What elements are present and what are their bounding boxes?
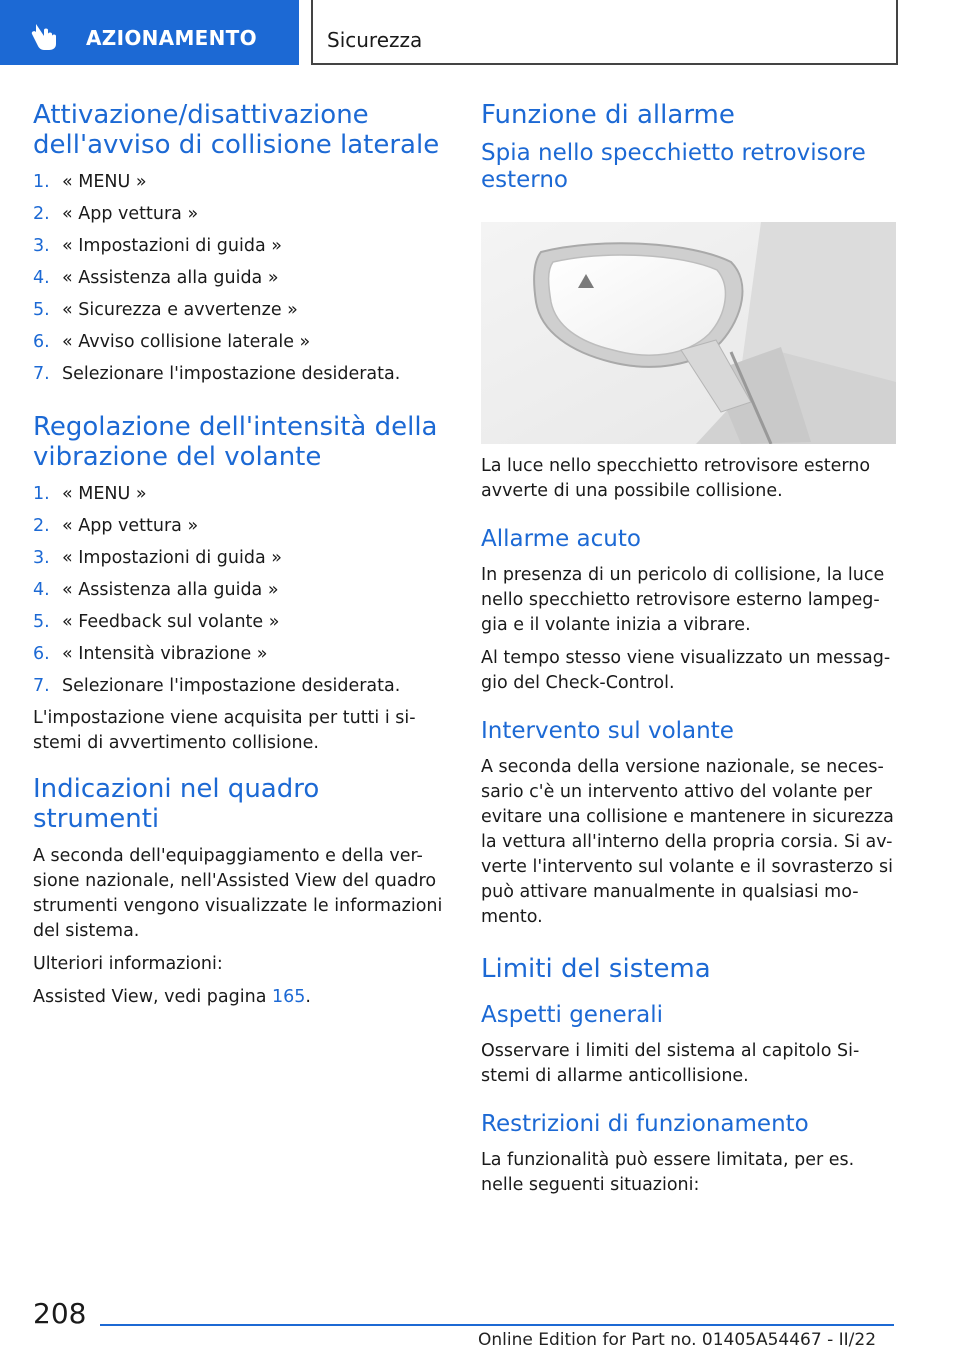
acute-alarm-paragraph: In presenza di un pericolo di collisione, la luce nello specchietto retrovisore esterno lampeg-gia e il volante inizia a vibrare.	[481, 565, 885, 635]
list-item	[33, 578, 448, 610]
step-text: « Impostazioni di guida »	[62, 548, 282, 568]
step-text: « MENU »	[62, 172, 147, 192]
step-text: « Assistenza alla guida »	[62, 268, 279, 288]
subheading-functional-restrictions: Restrizioni di funzionamento	[481, 1111, 809, 1137]
footer-divider	[100, 1324, 894, 1326]
steps-activation	[33, 170, 448, 394]
list-item	[33, 330, 448, 362]
list-item	[33, 610, 448, 642]
step-number: 6.	[33, 644, 50, 664]
list-item	[33, 674, 448, 706]
step-text: « Assistenza alla guida »	[62, 580, 279, 600]
heading-system-limits: Limiti del sistema	[481, 954, 711, 984]
chapter-title: AZIONAMENTO	[86, 26, 257, 50]
step-text: « App vettura »	[62, 204, 199, 224]
step-text: « Feedback sul volante »	[62, 612, 280, 632]
step-number: 3.	[33, 548, 50, 568]
steps-vibration	[33, 482, 448, 706]
step-text: « Sicurezza e avvertenze »	[62, 300, 298, 320]
reference-end: .	[305, 987, 311, 1007]
edition-text: Online Edition for Part no. 01405A54467 - II/22	[478, 1330, 877, 1350]
side-mirror-image	[481, 222, 896, 444]
chapter-tab	[0, 0, 299, 65]
step-number: 4.	[33, 268, 50, 288]
step-text: « Intensità vibrazione »	[62, 644, 268, 664]
step-number: 1.	[33, 172, 50, 192]
step-text: Selezionare l'impostazione desiderata.	[62, 676, 401, 696]
heading-warning-function: Funzione di allarme	[481, 100, 735, 130]
mirror-caption: La luce nello specchietto retrovisore esterno avverte di una possibile collisione.	[481, 456, 871, 501]
instrument-paragraph: A seconda dell'equipaggiamento e della ver-sione nazionale, nell'Assisted View del quadro strumenti vengono visualizzate le informazioni del sistema.	[33, 846, 443, 941]
step-text: « MENU »	[62, 484, 147, 504]
vibration-note: L'impostazione viene acquisita per tutti i si-stemi di avvertimento collisione.	[33, 708, 416, 753]
step-text: « App vettura »	[62, 516, 199, 536]
reference-line	[33, 985, 448, 1010]
heading-instrument-cluster: Indicazioni nel quadro strumenti	[33, 774, 320, 834]
page-link[interactable]: 165	[272, 987, 306, 1007]
list-item	[33, 482, 448, 514]
heading-vibration: Regolazione dell'intensità della vibrazione del volante	[33, 412, 438, 472]
general-aspects-paragraph: Osservare i limiti del sistema al capitolo Si-stemi di allarme anticollisione.	[481, 1041, 860, 1086]
reference-text: Assisted View, vedi pagina	[33, 987, 267, 1007]
list-item	[33, 170, 448, 202]
more-info-label: Ulteriori informazioni:	[33, 954, 223, 974]
heading-activation: Attivazione/disattivazione dell'avviso di collisione laterale	[33, 100, 440, 160]
list-item	[33, 266, 448, 298]
list-item	[33, 234, 448, 266]
step-text: « Avviso collisione laterale »	[62, 332, 311, 352]
subheading-general-aspects: Aspetti generali	[481, 1002, 664, 1028]
step-number: 2.	[33, 204, 50, 224]
step-number: 2.	[33, 516, 50, 536]
step-text: « Impostazioni di guida »	[62, 236, 282, 256]
left-column	[33, 100, 448, 1018]
section-title: Sicurezza	[327, 28, 423, 52]
list-item	[33, 546, 448, 578]
list-item	[33, 298, 448, 330]
step-number: 3.	[33, 236, 50, 256]
step-number: 5.	[33, 300, 50, 320]
pointing-hand-icon	[30, 22, 68, 50]
step-number: 4.	[33, 580, 50, 600]
section-header	[311, 0, 898, 65]
right-column	[481, 100, 896, 1206]
subheading-mirror-light: Spia nello specchietto retrovisore esterno	[481, 140, 866, 193]
steering-paragraph: A seconda della versione nazionale, se neces-sario c'è un intervento attivo del volante per evitare una collisione e mantenere in sicurezza la vettura all'interno della propria corsia. Si av-verte l'intervento sul volante e il sovrasterzo si può attivare manualmente in qualsiasi mo-mento.	[481, 757, 894, 927]
step-text: Selezionare l'impostazione desiderata.	[62, 364, 401, 384]
subheading-steering-intervention: Intervento sul volante	[481, 718, 734, 744]
step-number: 1.	[33, 484, 50, 504]
subheading-acute-alarm: Allarme acuto	[481, 526, 641, 552]
restrictions-paragraph: La funzionalità può essere limitata, per es. nelle seguenti situazioni:	[481, 1150, 855, 1195]
step-number: 6.	[33, 332, 50, 352]
check-control-paragraph: Al tempo stesso viene visualizzato un messag-gio del Check-Control.	[481, 648, 891, 693]
list-item	[33, 642, 448, 674]
step-number: 7.	[33, 676, 50, 696]
list-item	[33, 202, 448, 234]
list-item	[33, 514, 448, 546]
page-number: 208	[33, 1297, 87, 1330]
step-number: 5.	[33, 612, 50, 632]
step-number: 7.	[33, 364, 50, 384]
list-item	[33, 362, 448, 394]
